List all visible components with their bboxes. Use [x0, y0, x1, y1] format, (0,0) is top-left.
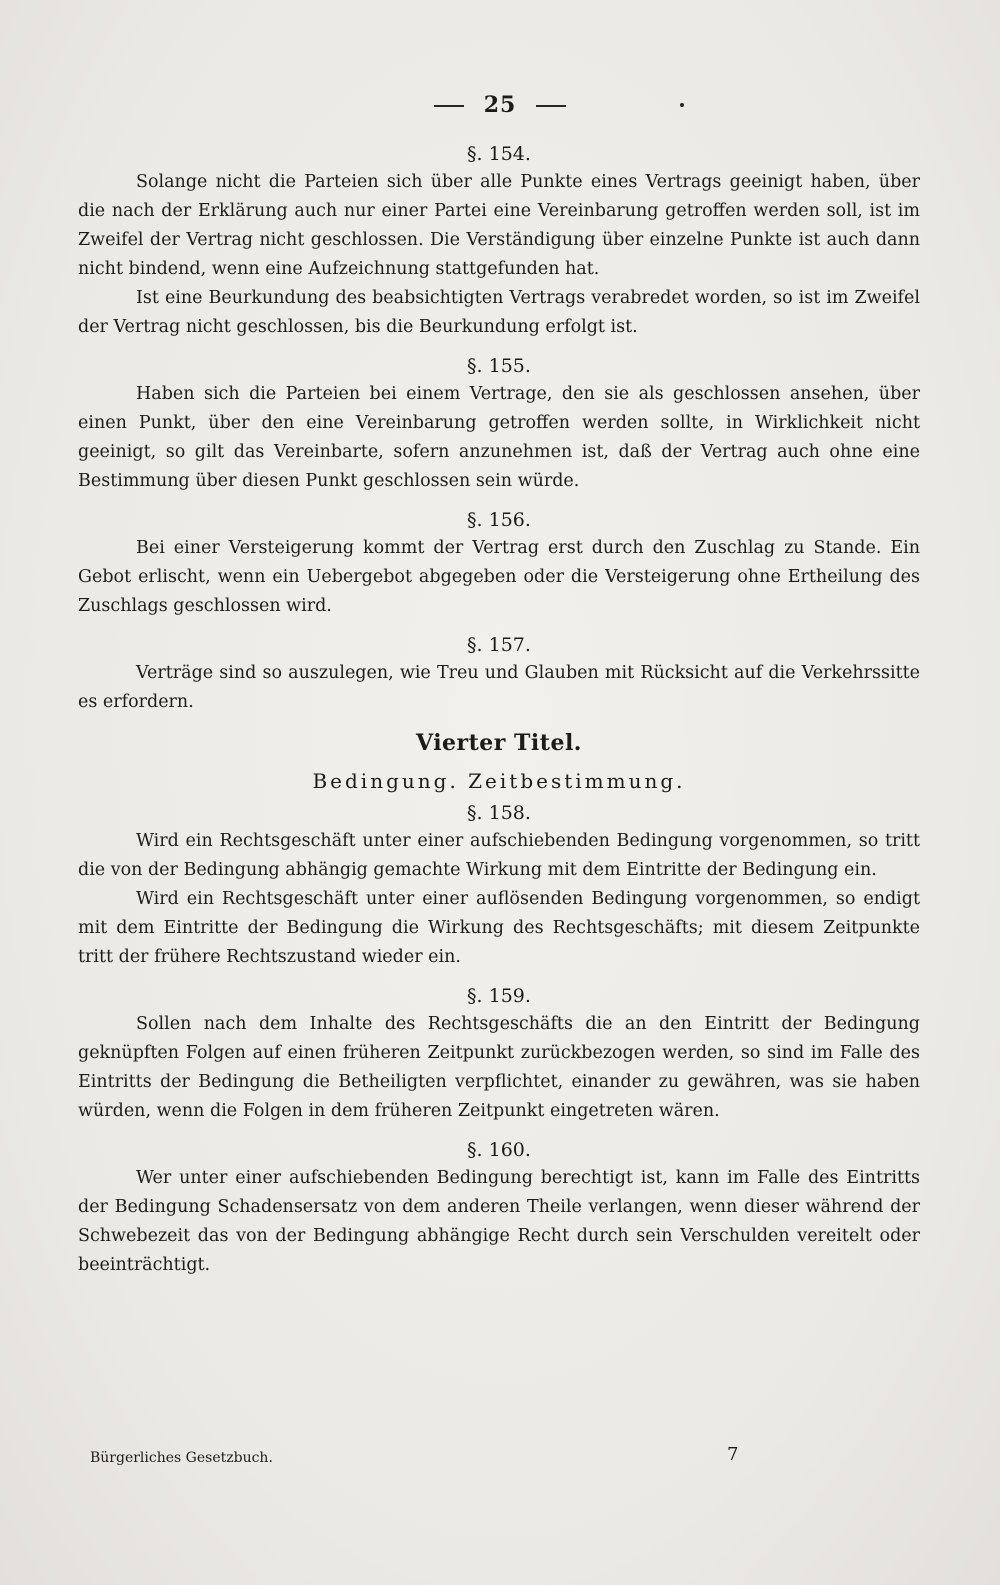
page-content [78, 140, 920, 1280]
section-heading-158: §. 158. [467, 802, 531, 824]
header-dash-right [536, 105, 566, 107]
section-heading-157: §. 157. [467, 634, 531, 656]
section-heading-154: §. 154. [467, 143, 531, 165]
page-header [0, 92, 1000, 118]
section-heading-160: §. 160. [467, 1139, 531, 1161]
section-159-paragraph-1: Sollen nach dem Inhalte des Rechtsgeschäfts die an den Eintritt der Bedingung geknüpften Folgen auf einen früheren Zeitpunkt zurückbezogen werden, so sind im Falle des Eintritts der Bedingung die Betheiligten verpflichtet, einander zu gewähren, was sie haben würden, wenn die Folgen in dem früheren Zeitpunkt eingetreten wären. [78, 1014, 920, 1121]
section-156-paragraph-1: Bei einer Versteigerung kommt der Vertrag erst durch den Zuschlag zu Stande. Ein Gebot erlischt, wenn ein Uebergebot abgegeben oder die Versteigerung ohne Ertheilung des Zuschlags geschlossen wird. [78, 538, 920, 616]
section-heading-155: §. 155. [467, 355, 531, 377]
section-heading-159: §. 159. [467, 985, 531, 1007]
header-dash-left [434, 105, 464, 107]
section-157-paragraph-1: Verträge sind so auszulegen, wie Treu und Glauben mit Rücksicht auf die Verkehrssitte es erfordern. [78, 663, 920, 712]
header-dot-mark [680, 103, 684, 107]
section-158-paragraph-1: Wird ein Rechtsgeschäft unter einer aufschiebenden Bedingung vorgenommen, so tritt die von der Bedingung abhängig gemachte Wirkung mit dem Eintritte der Bedingung ein. [78, 831, 920, 880]
page-number: 25 [483, 92, 517, 118]
footer-sheet-number: 7 [727, 1444, 739, 1465]
chapter-title: Vierter Titel. [416, 730, 582, 756]
section-154-paragraph-2: Ist eine Beurkundung des beabsichtigten Vertrags verabredet worden, so ist im Zweifel der Vertrag nicht geschlossen, bis die Beurkundung erfolgt ist. [78, 288, 920, 337]
section-154-paragraph-1: Solange nicht die Parteien sich über alle Punkte eines Vertrags geeinigt haben, über die nach der Erklärung auch nur einer Partei eine Vereinbarung getroffen werden soll, ist im Zweifel der Vertrag nicht geschlossen. Die Verständigung über einzelne Punkte ist auch dann nicht bindend, wenn eine Aufzeichnung stattgefunden hat. [78, 172, 920, 279]
section-heading-156: §. 156. [467, 509, 531, 531]
section-160-paragraph-1: Wer unter einer aufschiebenden Bedingung berechtigt ist, kann im Falle des Eintritts der Bedingung Schadensersatz von dem anderen Theile verlangen, wenn dieser während der Schwebezeit das von der Bedingung abhängige Recht durch sein Verschulden vereitelt oder beeinträchtigt. [78, 1168, 920, 1275]
section-158-paragraph-2: Wird ein Rechtsgeschäft unter einer auflösenden Bedingung vorgenommen, so endigt mit dem Eintritte der Bedingung die Wirkung des Rechtsgeschäfts; mit diesem Zeitpunkte tritt der frühere Rechtszustand wieder ein. [78, 889, 920, 967]
chapter-subtitle: Bedingung. Zeitbestimmung. [312, 769, 686, 793]
section-155-paragraph-1: Haben sich die Parteien bei einem Vertrage, den sie als geschlossen ansehen, über einen Punkt, über den eine Vereinbarung getroffen werden sollte, in Wirklichkeit nicht geeinigt, so gilt das Vereinbarte, sofern anzunehmen ist, daß der Vertrag auch ohne eine Bestimmung über diesen Punkt geschlossen sein würde. [78, 384, 920, 491]
footer-signature: Bürgerliches Gesetzbuch. [90, 1450, 273, 1466]
